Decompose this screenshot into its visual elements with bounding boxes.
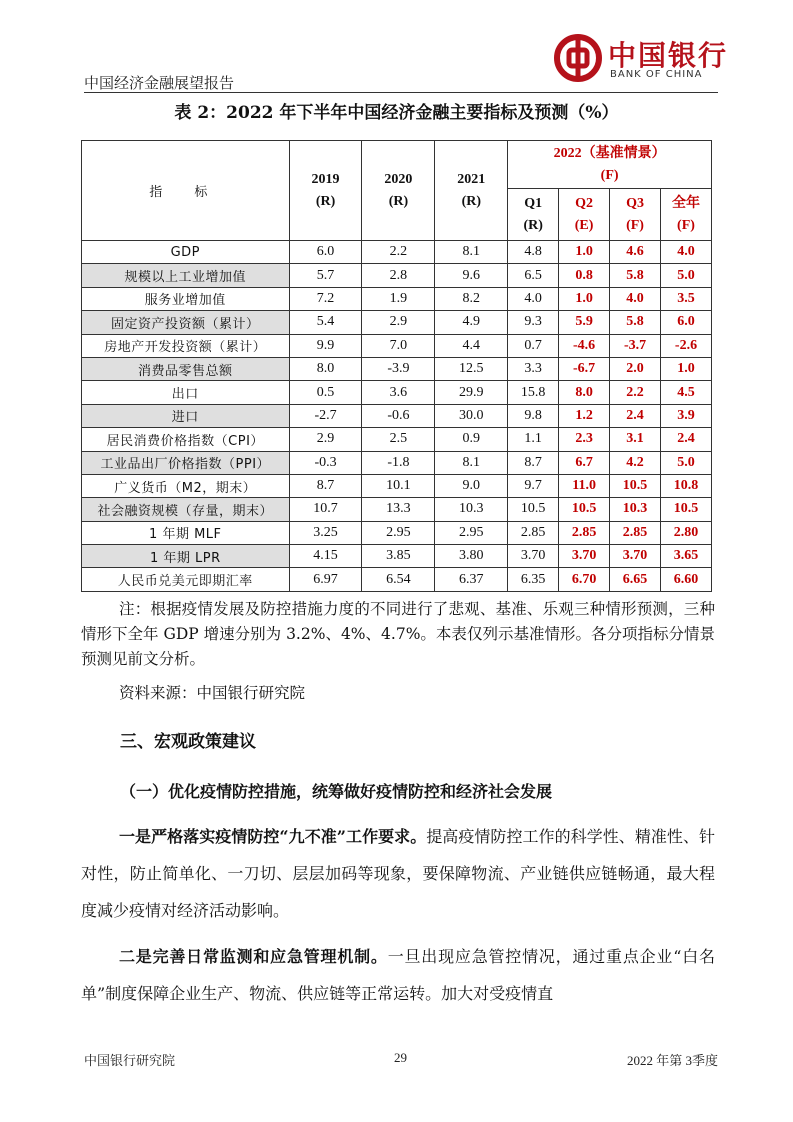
- cell-v2019: -2.7: [289, 404, 362, 427]
- row-label: 固定资产投资额（累计）: [82, 311, 290, 334]
- row-label: 房地产开发投资额（累计）: [82, 334, 290, 357]
- cell-v2019: 6.0: [289, 241, 362, 264]
- table-row: [82, 287, 712, 310]
- paragraph-1-text: 提高疫情防控工作的科学性、精准性、针对性，防止简单化、一刀切、层层加码等现象，要保障物流、产业链供应链畅通，最大程度减少疫情对经济活动影响。: [81, 827, 715, 920]
- cell-fy: -2.6: [660, 334, 711, 357]
- cell-q1: 3.3: [508, 357, 559, 380]
- cell-q1: 6.5: [508, 264, 559, 287]
- cell-q3: 2.0: [610, 357, 661, 380]
- cell-v2020: -0.6: [362, 404, 435, 427]
- page-header: [84, 28, 729, 98]
- cell-v2019: 6.97: [289, 568, 362, 591]
- full-year-header: 全年 (F): [660, 189, 711, 241]
- cell-q1: 4.8: [508, 241, 559, 264]
- forecast-group-header: 2022（基准情景） (F): [508, 141, 712, 189]
- cell-v2020: 10.1: [362, 474, 435, 497]
- cell-v2020: 2.8: [362, 264, 435, 287]
- cell-q3: 4.0: [610, 287, 661, 310]
- cell-q2: 6.7: [559, 451, 610, 474]
- cell-q2: -4.6: [559, 334, 610, 357]
- cell-v2019: 10.7: [289, 498, 362, 521]
- cell-fy: 5.0: [660, 264, 711, 287]
- cell-q2: 1.0: [559, 287, 610, 310]
- cell-q2: 2.3: [559, 428, 610, 451]
- paragraph-2: [81, 938, 715, 1012]
- table-row: [82, 428, 712, 451]
- cell-q3: 6.65: [610, 568, 661, 591]
- table-row: [82, 334, 712, 357]
- cell-v2020: 13.3: [362, 498, 435, 521]
- page-number: 29: [394, 1050, 407, 1065]
- subsection-heading: （一）优化疫情防控措施，统筹做好疫情防控和经济社会发展: [120, 782, 553, 801]
- cell-v2020: 2.95: [362, 521, 435, 544]
- cell-v2021: 4.9: [435, 311, 508, 334]
- col-2021-header: 2021 (R): [435, 141, 508, 241]
- table-row: [82, 357, 712, 380]
- paragraph-2-text: 一旦出现应急管控情况，通过重点企业“白名单”制度保障企业生产、物流、供应链等正常运转。加大对受疫情直: [81, 947, 715, 1003]
- table-row: [82, 545, 712, 568]
- cell-q2: 8.0: [559, 381, 610, 404]
- table-title: 表 2：2022 年下半年中国经济金融主要指标及预测（%）: [174, 103, 619, 123]
- cell-q1: 8.7: [508, 451, 559, 474]
- cell-fy: 6.60: [660, 568, 711, 591]
- row-label: 出口: [82, 381, 290, 404]
- cell-v2020: 7.0: [362, 334, 435, 357]
- cell-v2020: 2.9: [362, 311, 435, 334]
- cell-v2021: 8.1: [435, 241, 508, 264]
- cell-v2019: 3.25: [289, 521, 362, 544]
- section-heading: 三、宏观政策建议: [120, 732, 256, 752]
- report-title: 中国经济金融展望报告: [84, 76, 235, 92]
- bank-of-china-emblem-icon: [554, 34, 602, 82]
- cell-q2: 5.9: [559, 311, 610, 334]
- cell-v2020: 3.6: [362, 381, 435, 404]
- cell-v2021: 4.4: [435, 334, 508, 357]
- cell-q1: 15.8: [508, 381, 559, 404]
- cell-v2021: 30.0: [435, 404, 508, 427]
- q1-header: Q1 (R): [508, 189, 559, 241]
- row-label: 人民币兑美元即期汇率: [82, 568, 290, 591]
- cell-v2021: 8.1: [435, 451, 508, 474]
- table-row: [82, 404, 712, 427]
- table-note: 注：根据疫情发展及防控措施力度的不同进行了悲观、基准、乐观三种情形预测，三种情形下全年 GDP 增速分别为 3.2%、4%、4.7%。本表仅列示基准情形。各分项指标分情景预测见前文分析。: [81, 600, 715, 668]
- cell-fy: 2.80: [660, 521, 711, 544]
- row-label: 居民消费价格指数（CPI）: [82, 428, 290, 451]
- cell-q2: 10.5: [559, 498, 610, 521]
- paragraph-1-lead: 一是严格落实疫情防控“九不准”工作要求。: [119, 827, 427, 846]
- table-row: [82, 568, 712, 591]
- cell-q1: 9.8: [508, 404, 559, 427]
- cell-q3: 3.70: [610, 545, 661, 568]
- col-2019-header: 2019 (R): [289, 141, 362, 241]
- cell-v2020: 2.5: [362, 428, 435, 451]
- row-label: 消费品零售总额: [82, 357, 290, 380]
- cell-q2: 1.2: [559, 404, 610, 427]
- cell-fy: 3.9: [660, 404, 711, 427]
- table-row: [82, 451, 712, 474]
- row-label: 工业品出厂价格指数（PPI）: [82, 451, 290, 474]
- cell-q3: -3.7: [610, 334, 661, 357]
- header-divider: [84, 92, 718, 93]
- footer-period: 2022 年第 3季度: [626, 1053, 718, 1068]
- cell-fy: 2.4: [660, 428, 711, 451]
- cell-v2020: -1.8: [362, 451, 435, 474]
- cell-q3: 4.6: [610, 241, 661, 264]
- cell-q3: 2.85: [610, 521, 661, 544]
- table-header-row-1: [82, 141, 712, 189]
- cell-v2019: -0.3: [289, 451, 362, 474]
- cell-v2021: 6.37: [435, 568, 508, 591]
- cell-v2021: 2.95: [435, 521, 508, 544]
- cell-q3: 3.1: [610, 428, 661, 451]
- cell-v2020: 6.54: [362, 568, 435, 591]
- row-label: 广义货币（M2，期末）: [82, 474, 290, 497]
- cell-q3: 10.5: [610, 474, 661, 497]
- cell-v2021: 3.80: [435, 545, 508, 568]
- cell-v2019: 7.2: [289, 287, 362, 310]
- row-label: 规模以上工业增加值: [82, 264, 290, 287]
- cell-q1: 0.7: [508, 334, 559, 357]
- q3-header: Q3 (F): [610, 189, 661, 241]
- cell-v2021: 8.2: [435, 287, 508, 310]
- cell-q2: 11.0: [559, 474, 610, 497]
- cell-v2021: 9.6: [435, 264, 508, 287]
- cell-v2020: 3.85: [362, 545, 435, 568]
- cell-v2021: 12.5: [435, 357, 508, 380]
- table-row: [82, 498, 712, 521]
- cell-v2019: 8.0: [289, 357, 362, 380]
- cell-q1: 6.35: [508, 568, 559, 591]
- cell-fy: 4.5: [660, 381, 711, 404]
- table-row: [82, 381, 712, 404]
- cell-q2: 6.70: [559, 568, 610, 591]
- cell-v2019: 5.7: [289, 264, 362, 287]
- cell-v2020: 2.2: [362, 241, 435, 264]
- paragraph-2-lead: 二是完善日常监测和应急管理机制。: [119, 947, 388, 966]
- cell-v2019: 8.7: [289, 474, 362, 497]
- cell-q3: 2.4: [610, 404, 661, 427]
- cell-v2019: 0.5: [289, 381, 362, 404]
- cell-q3: 2.2: [610, 381, 661, 404]
- cell-v2021: 9.0: [435, 474, 508, 497]
- cell-v2021: 0.9: [435, 428, 508, 451]
- cell-fy: 5.0: [660, 451, 711, 474]
- cell-q3: 5.8: [610, 264, 661, 287]
- cell-fy: 1.0: [660, 357, 711, 380]
- cell-q1: 1.1: [508, 428, 559, 451]
- cell-q2: -6.7: [559, 357, 610, 380]
- cell-q3: 4.2: [610, 451, 661, 474]
- cell-fy: 4.0: [660, 241, 711, 264]
- cell-v2019: 4.15: [289, 545, 362, 568]
- row-label: GDP: [82, 241, 290, 264]
- cell-v2020: -3.9: [362, 357, 435, 380]
- indicator-table: [81, 140, 712, 592]
- logo-english-text: BANK OF CHINA: [610, 69, 703, 80]
- cell-v2019: 2.9: [289, 428, 362, 451]
- row-label: 1 年期 LPR: [82, 545, 290, 568]
- table-row: [82, 311, 712, 334]
- logo-chinese-text: 中国银行: [608, 39, 729, 72]
- paragraph-1: [81, 818, 715, 929]
- data-source: 资料来源：中国银行研究院: [119, 684, 306, 702]
- table-row: [82, 521, 712, 544]
- cell-q1: 10.5: [508, 498, 559, 521]
- table-row: [82, 474, 712, 497]
- row-label: 社会融资规模（存量，期末）: [82, 498, 290, 521]
- indicator-header: 指 标: [82, 141, 290, 241]
- table-body: [82, 241, 712, 592]
- cell-fy: 10.8: [660, 474, 711, 497]
- cell-fy: 3.65: [660, 545, 711, 568]
- row-label: 进口: [82, 404, 290, 427]
- cell-fy: 6.0: [660, 311, 711, 334]
- q2-header: Q2 (E): [559, 189, 610, 241]
- cell-v2020: 1.9: [362, 287, 435, 310]
- cell-v2021: 29.9: [435, 381, 508, 404]
- row-label: 1 年期 MLF: [82, 521, 290, 544]
- cell-q3: 5.8: [610, 311, 661, 334]
- cell-q2: 2.85: [559, 521, 610, 544]
- cell-q2: 3.70: [559, 545, 610, 568]
- cell-v2019: 9.9: [289, 334, 362, 357]
- cell-q1: 9.7: [508, 474, 559, 497]
- row-label: 服务业增加值: [82, 287, 290, 310]
- cell-q2: 1.0: [559, 241, 610, 264]
- col-2020-header: 2020 (R): [362, 141, 435, 241]
- table-row: [82, 241, 712, 264]
- cell-v2019: 5.4: [289, 311, 362, 334]
- bank-logo: [554, 32, 729, 84]
- cell-q1: 9.3: [508, 311, 559, 334]
- cell-q3: 10.3: [610, 498, 661, 521]
- table-row: [82, 264, 712, 287]
- cell-fy: 3.5: [660, 287, 711, 310]
- cell-fy: 10.5: [660, 498, 711, 521]
- cell-q1: 4.0: [508, 287, 559, 310]
- footer-publisher: 中国银行研究院: [84, 1053, 176, 1068]
- cell-q1: 3.70: [508, 545, 559, 568]
- cell-q1: 2.85: [508, 521, 559, 544]
- cell-v2021: 10.3: [435, 498, 508, 521]
- cell-q2: 0.8: [559, 264, 610, 287]
